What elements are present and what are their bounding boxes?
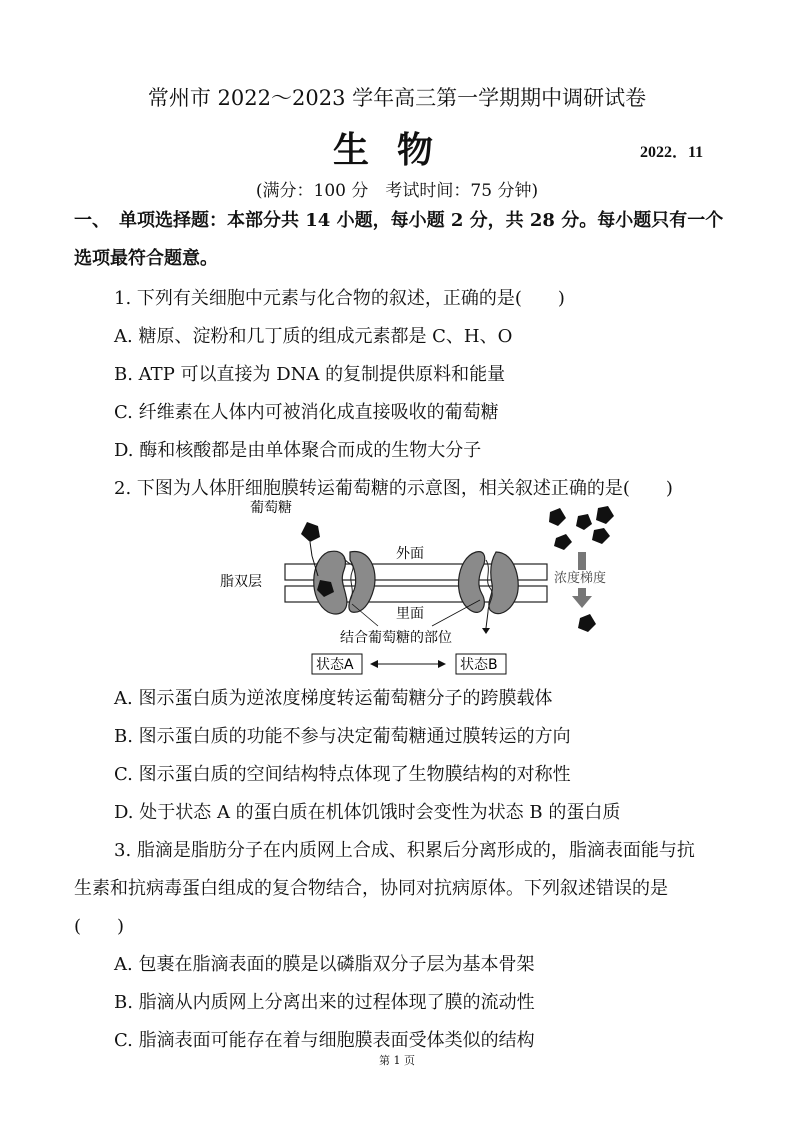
q2-stem: 2. 下图为人体肝细胞膜转运葡萄糖的示意图，相关叙述正确的是( ) (114, 478, 673, 499)
q3-option-b: B. 脂滴从内质网上分离出来的过程体现了膜的流动性 (114, 992, 535, 1013)
exam-title: 常州市 2022～2023 学年高三第一学期期中调研试卷 (147, 86, 647, 110)
q2-option-b: B. 图示蛋白质的功能不参与决定葡萄糖通过膜转运的方向 (114, 726, 571, 747)
q2-option-c: C. 图示蛋白质的空间结构特点体现了生物膜结构的对称性 (114, 764, 571, 785)
q3-stem-line3: ( ) (74, 916, 125, 937)
gradient-arrow-head (572, 596, 592, 608)
inside-label: 里面 (396, 606, 424, 622)
state-a-label: 状态A (316, 657, 354, 673)
exam-date: 2022．11 (640, 144, 704, 161)
q1-option-c: C. 纤维素在人体内可被消化成直接吸收的葡萄糖 (114, 402, 499, 423)
q3-stem-line2: 生素和抗病毒蛋白组成的复合物结合，协同对抗病原体。下列叙述错误的是 (74, 878, 668, 899)
q3-option-c: C. 脂滴表面可能存在着与细胞膜表面受体类似的结构 (114, 1030, 535, 1051)
q1-option-b: B. ATP 可以直接为 DNA 的复制提供原料和能量 (114, 364, 506, 385)
section-heading-line1: 一、 单项选择题：本部分共 14 小题，每小题 2 分，共 28 分。每小题只有一个 (74, 210, 724, 231)
section-heading-line2: 选项最符合题意。 (74, 248, 218, 269)
subject-heading: 生物 (332, 129, 461, 171)
glucose-cluster-outside (549, 506, 614, 550)
q3-option-a: A. 包裹在脂滴表面的膜是以磷脂双分子层为基本骨架 (114, 954, 535, 975)
q2-option-d: D. 处于状态 A 的蛋白质在机体饥饿时会变性为状态 B 的蛋白质 (114, 802, 621, 823)
state-b-label: 状态B (460, 657, 498, 673)
q3-stem-line1: 3. 脂滴是脂肪分子在内质网上合成、积累后分离形成的，脂滴表面能与抗 (114, 840, 695, 861)
glucose-molecule-inside (578, 614, 596, 632)
q1-option-a: A. 糖原、淀粉和几丁质的组成元素都是 C、H、O (114, 326, 513, 347)
outside-label: 外面 (396, 546, 424, 562)
page-number: 第 1 页 (379, 1054, 415, 1067)
q1-stem: 1. 下列有关细胞中元素与化合物的叙述，正确的是( ) (114, 288, 565, 309)
glucose-label: 葡萄糖 (250, 500, 292, 516)
binding-site-label: 结合葡萄糖的部位 (340, 630, 452, 646)
q2-option-a: A. 图示蛋白质为逆浓度梯度转运葡萄糖分子的跨膜载体 (114, 688, 553, 709)
exam-meta: (满分：100 分 考试时间：75 分钟) (255, 181, 539, 201)
glucose-transport-diagram (200, 500, 620, 678)
bilayer-label: 脂双层 (220, 574, 262, 590)
gradient-label: 浓度梯度 (554, 571, 607, 586)
gradient-arrow-shaft (578, 552, 586, 570)
glucose-molecule (301, 522, 320, 542)
q1-option-d: D. 酶和核酸都是由单体聚合而成的生物大分子 (114, 440, 482, 461)
